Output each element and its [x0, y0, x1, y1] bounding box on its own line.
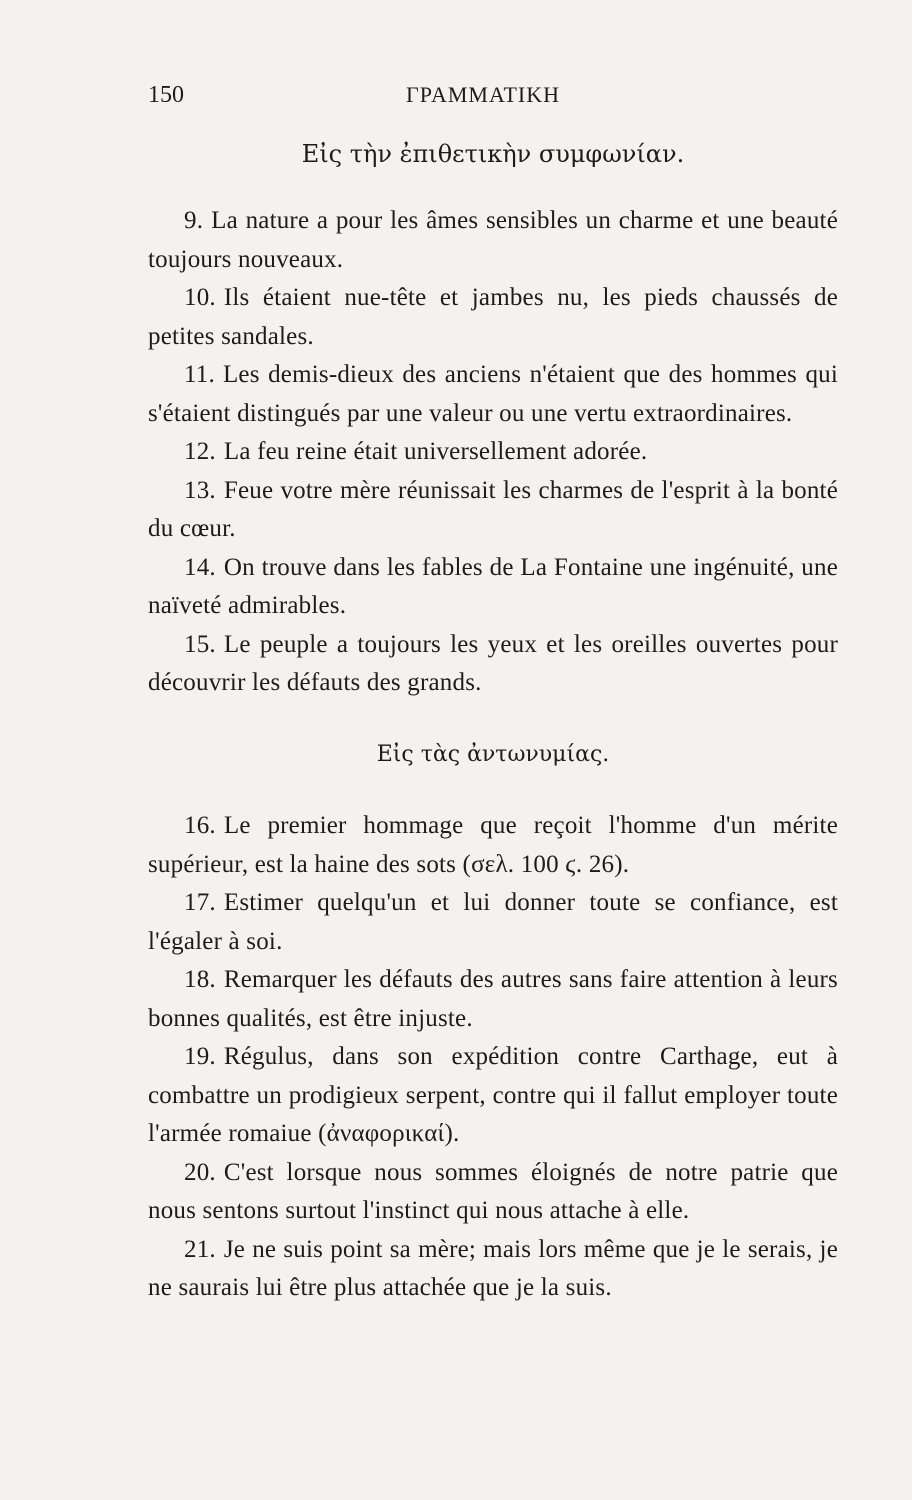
sentence-number: 19. [184, 1043, 216, 1070]
exercise-sentence [148, 961, 838, 1038]
exercise-sentence [148, 884, 838, 961]
exercise-block-pronouns [148, 807, 838, 1308]
sentence-text: Régulus, dans son expédition contre Carthage, eut à combattre un prodigieux serpent, contre qui il fallut employer toute l'armée romaiue (ἀναφορικαί). [148, 1043, 838, 1147]
exercise-sentence [148, 807, 838, 884]
page-number: 150 [148, 82, 184, 108]
sentence-text: Ils étaient nue-tête et jambes nu, les pieds chaussés de petites sandales. [148, 284, 838, 350]
exercise-sentence [148, 433, 838, 472]
sentence-text: Je ne suis point sa mère; mais lors même que je le serais, je ne saurais lui être plus attachée que je la suis. [148, 1235, 838, 1301]
sentence-number: 21. [184, 1235, 216, 1263]
sentence-number: 13. [184, 476, 216, 504]
sentence-number: 12. [184, 438, 216, 465]
exercise-sentence [148, 472, 838, 549]
sentence-text: Le premier hommage que reçoit l'homme d'un mérite supérieur, est la haine des sots (σελ. 100 ϛ. 26). [148, 812, 838, 878]
sentence-number: 17. [184, 889, 216, 916]
exercise-sentence [148, 356, 838, 433]
exercise-sentence [148, 1154, 838, 1231]
exercise-sentence [148, 202, 838, 279]
sentence-number: 10. [184, 284, 216, 311]
exercise-sentence [148, 549, 838, 626]
sentence-text: Le peuple a toujours les yeux et les oreilles ouvertes pour découvrir les défauts des grands. [148, 630, 838, 696]
section-heading-pronouns: Εἰς τὰς ἀντωνυμίας. [376, 742, 610, 767]
sentence-text: Feue votre mère réunissait les charmes de l'esprit à la bonté du cœur. [148, 476, 838, 542]
exercise-sentence [148, 1231, 838, 1308]
exercise-block-adjective-agreement [148, 202, 838, 703]
sentence-text: On trouve dans les fables de La Fontaine une ingénuité, une naïveté admirables. [148, 553, 838, 619]
section-heading-adjective-agreement: Εἰς τὴν ἐπιθετικὴν συμφωνίαν. [301, 140, 685, 168]
sentence-number: 11. [184, 361, 215, 388]
sentence-number: 16. [184, 812, 216, 839]
exercise-sentence [148, 626, 838, 703]
sentence-number: 15. [184, 630, 216, 658]
page-header [148, 82, 838, 116]
sentence-text: La nature a pour les âmes sensibles un charme et une beauté toujours nouveaux. [148, 207, 838, 273]
sentence-text: Les demis-dieux des anciens n'étaient que des hommes qui s'étaient distingués par une valeur ou une vertu extraordinaires. [148, 361, 838, 427]
sentence-number: 20. [184, 1158, 216, 1186]
sentence-number: 14. [184, 553, 216, 581]
sentence-text: La feu reine était universellement adorée. [223, 438, 648, 465]
sentence-number: 18. [184, 966, 216, 993]
exercise-sentence [148, 279, 838, 356]
sentence-number: 9. [184, 207, 204, 234]
sentence-text: Estimer quelqu'un et lui donner toute se confiance, est l'égaler à soi. [148, 889, 838, 955]
sentence-text: C'est lorsque nous sommes éloignés de notre patrie que nous sentons surtout l'instinct qui nous attache à elle. [148, 1158, 838, 1224]
exercise-sentence [148, 1038, 838, 1154]
running-title: ΓΡΑΜΜΑΤΙΚΗ [406, 82, 560, 107]
sentence-text: Remarquer les défauts des autres sans faire attention à leurs bonnes qualités, est être injuste. [148, 966, 838, 1032]
